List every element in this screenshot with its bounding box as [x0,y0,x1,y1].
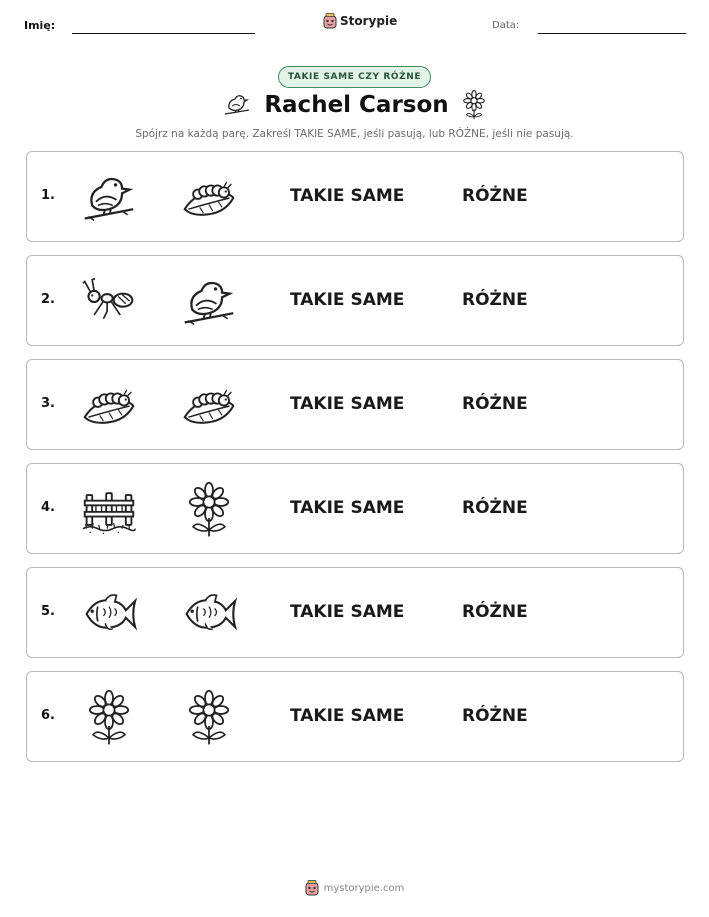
storypie-logo-icon [305,880,319,896]
title-row [0,90,709,120]
answer-same-option[interactable]: TAKIE SAME [290,602,405,622]
bird-icon [222,90,252,120]
answer-same-option[interactable]: TAKIE SAME [290,706,405,726]
question-row [26,567,684,658]
question-row [26,671,684,762]
question-number: 4. [41,500,55,515]
answer-same-option[interactable]: TAKIE SAME [290,394,405,414]
ant-icon [81,274,137,330]
caterpillar-leaf-icon [181,170,237,226]
question-number: 5. [41,604,55,619]
brand [323,13,397,29]
answer-same-option[interactable]: TAKIE SAME [290,498,405,518]
date-line[interactable] [538,33,686,34]
bird-icon [81,170,137,226]
footer [0,880,709,896]
name-line[interactable] [72,33,255,34]
question-row [26,255,684,346]
answer-same-option[interactable]: TAKIE SAME [290,186,405,206]
question-number: 3. [41,396,55,411]
footer-url: mystorypie.com [323,882,405,894]
date-label: Data: [492,20,520,31]
answer-different-option[interactable]: RÓŻNE [462,186,528,206]
fish-icon [81,586,137,642]
answer-same-option[interactable]: TAKIE SAME [290,290,405,310]
flower-icon [81,690,137,746]
name-label: Imię: [24,19,56,32]
storypie-logo-icon [323,13,337,29]
question-row [26,463,684,554]
instructions: Spójrz na każdą parę. Zakreśl TAKIE SAME, jeśli pasują, lub RÓŻNE, jeśli nie pasują. [135,128,574,140]
answer-different-option[interactable]: RÓŻNE [462,498,528,518]
flower-icon [461,90,487,120]
caterpillar-leaf-icon [81,378,137,434]
flower-icon [181,690,237,746]
question-row [26,151,684,242]
page-title: Rachel Carson [264,92,449,118]
brand-name: Storypie [340,14,398,28]
caterpillar-leaf-icon [181,378,237,434]
question-number: 2. [41,292,55,307]
answer-different-option[interactable]: RÓŻNE [462,394,528,414]
fish-icon [181,586,237,642]
flower-icon [181,482,237,538]
bird-icon [181,274,237,330]
question-number: 6. [41,708,55,723]
fence-icon [81,482,137,538]
answer-different-option[interactable]: RÓŻNE [462,706,528,726]
question-number: 1. [41,188,55,203]
answer-different-option[interactable]: RÓŻNE [462,602,528,622]
worksheet-type-badge: TAKIE SAME CZY RÓŻNE [278,66,431,88]
question-row [26,359,684,450]
answer-different-option[interactable]: RÓŻNE [462,290,528,310]
